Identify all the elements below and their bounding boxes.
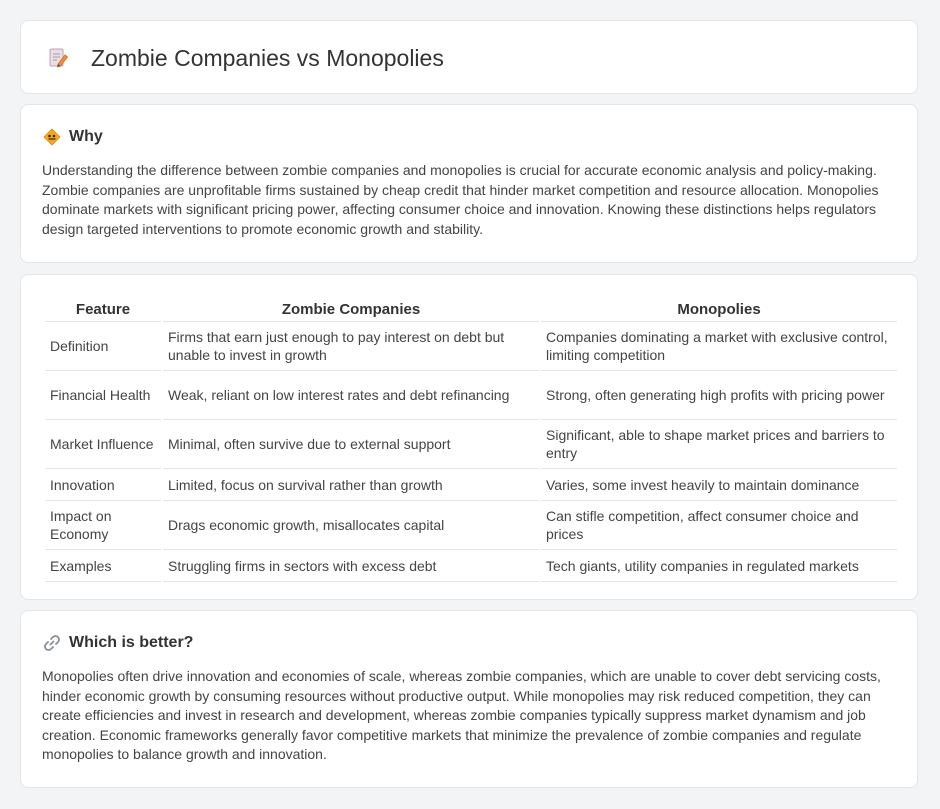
monopoly-cell: Tech giants, utility companies in regulated markets — [541, 550, 897, 582]
title-card — [20, 20, 918, 94]
zombie-cell: Struggling firms in sectors with excess debt — [163, 550, 539, 582]
table-row — [45, 420, 897, 469]
feature-cell: Innovation — [45, 469, 161, 501]
zombie-cell: Minimal, often survive due to external support — [163, 420, 539, 469]
which-is-better-section — [20, 610, 918, 788]
feature-cell: Definition — [45, 322, 161, 371]
column-header: Monopolies — [541, 295, 897, 322]
column-header: Zombie Companies — [163, 295, 539, 322]
comparison-table-card — [20, 274, 918, 600]
zombie-cell: Firms that earn just enough to pay interest on debt but unable to invest in growth — [163, 322, 539, 371]
table-row — [45, 469, 897, 501]
monopoly-cell: Companies dominating a market with exclusive control, limiting competition — [541, 322, 897, 371]
table-row — [45, 550, 897, 582]
why-section — [20, 104, 918, 263]
zombie-cell: Weak, reliant on low interest rates and debt refinancing — [163, 371, 539, 420]
zombie-cell: Drags economic growth, misallocates capital — [163, 501, 539, 550]
better-heading: Which is better? — [69, 634, 194, 651]
zombie-cell: Limited, focus on survival rather than growth — [163, 469, 539, 501]
feature-cell: Examples — [45, 550, 161, 582]
better-text: Monopolies often drive innovation and economies of scale, whereas zombie companies, which are unable to cover debt servicing costs, hinder economic growth by consuming resources without productive output. While monopolies may risk reduced competition, they can create efficiencies and invest in research and development, whereas zombie companies typically suppress market dynamism and job creation. Economic frameworks generally favor competitive markets that minimize the prevalence of zombie companies and regulate monopolies to balance growth and innovation. — [42, 668, 881, 762]
table-row — [45, 501, 897, 550]
table-header-row — [45, 295, 897, 322]
column-header: Feature — [45, 295, 161, 322]
feature-cell: Market Influence — [45, 420, 161, 469]
table-row — [45, 322, 897, 371]
why-heading-row — [43, 127, 103, 147]
table-row — [45, 371, 897, 420]
better-heading-row — [43, 633, 193, 653]
link-icon — [43, 634, 61, 652]
feature-cell: Financial Health — [45, 371, 161, 420]
feature-cell: Impact on Economy — [45, 501, 161, 550]
monopoly-cell: Can stifle competition, affect consumer choice and prices — [541, 501, 897, 550]
warning-sign-icon — [43, 128, 61, 146]
monopoly-cell: Varies, some invest heavily to maintain dominance — [541, 469, 897, 501]
page-title: Zombie Companies vs Monopolies — [91, 45, 444, 71]
why-heading: Why — [69, 128, 103, 145]
comparison-table — [43, 295, 899, 582]
why-text: Understanding the difference between zombie companies and monopolies is crucial for accurate economic analysis and policy-making. Zombie companies are unprofitable firms sustained by cheap credit that hinder market competition and resource allocation. Monopolies dominate markets with significant pricing power, affecting consumer choice and innovation. Knowing these distinctions helps regulators design targeted interventions to promote economic growth and stability. — [42, 162, 879, 237]
monopoly-cell: Strong, often generating high profits with pricing power — [541, 371, 897, 420]
monopoly-cell: Significant, able to shape market prices and barriers to entry — [541, 420, 897, 469]
pencil-document-icon — [47, 47, 69, 69]
